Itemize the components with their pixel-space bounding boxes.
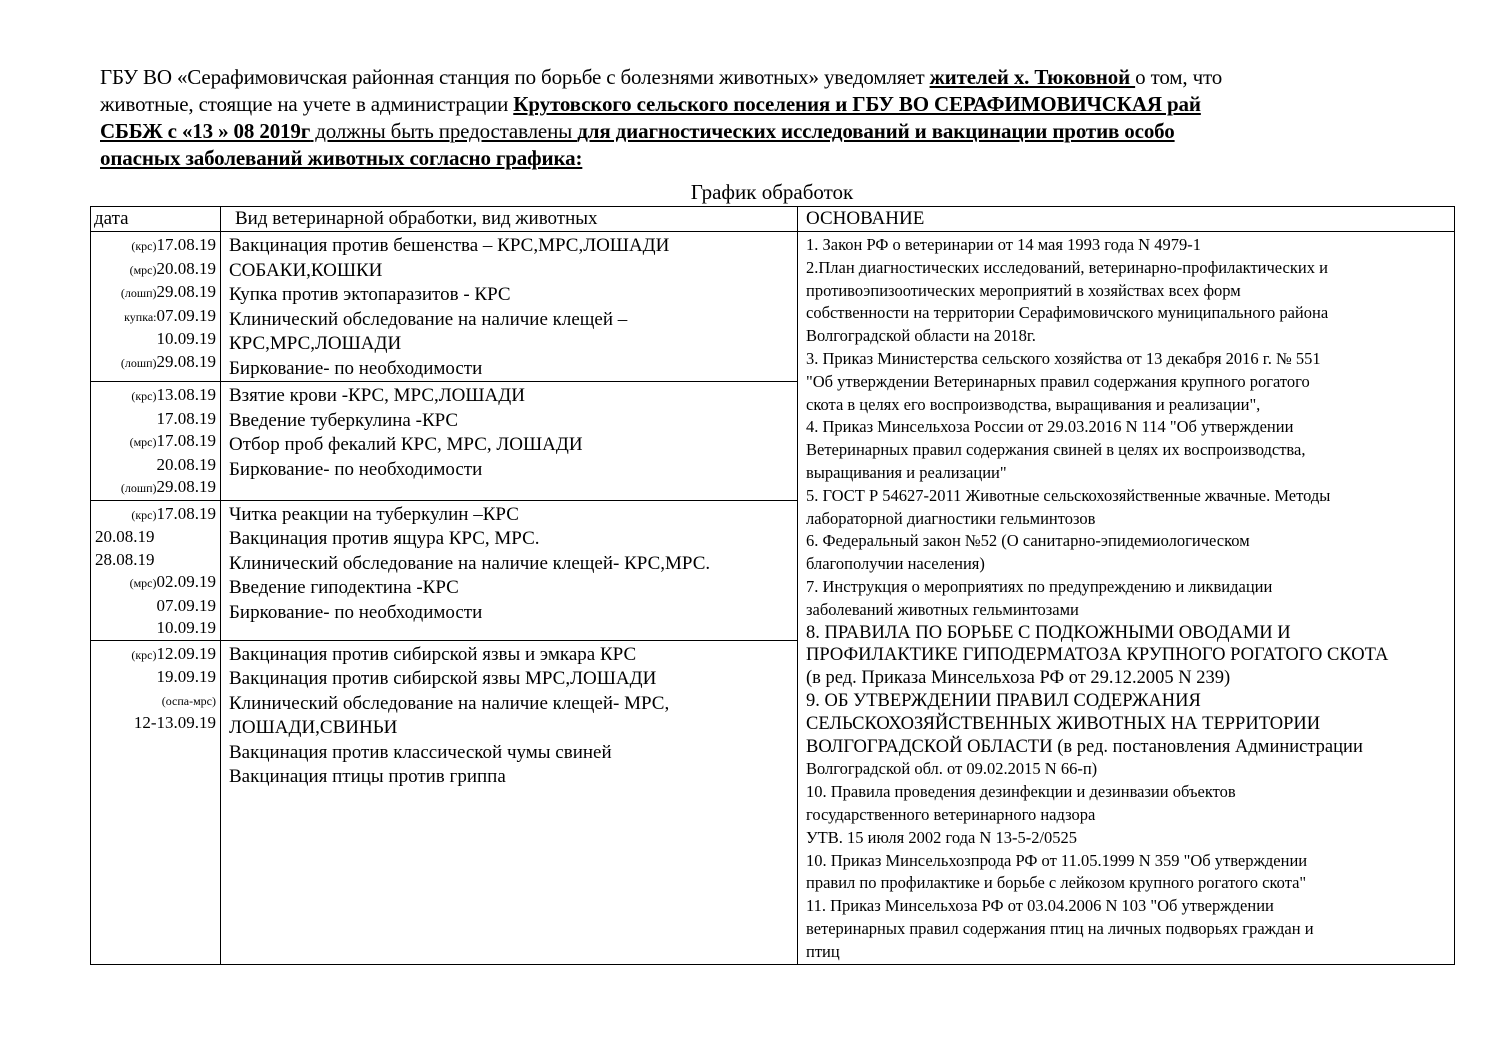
basis-line: "Об утверждении Ветеринарных правил содержания крупного рогатого — [806, 371, 1310, 391]
treatment-item: Биркование- по необходимости — [229, 458, 483, 480]
notice-settlement: Крутовского сельского поселения и ГБУ ВО СЕРАФИМОВИЧСКАЯ рай — [513, 92, 1201, 116]
treatment-cell — [221, 382, 798, 501]
treatment-item: Биркование- по необходимости — [229, 357, 483, 379]
date-value: 29.08.19 — [156, 477, 216, 496]
basis-line: птиц — [806, 941, 840, 961]
basis-line: 5. ГОСТ Р 54627-2011 Животные сельскохозяйственные жвачные. Методы — [806, 485, 1331, 505]
date-entry — [95, 595, 216, 618]
basis-line: лабораторной диагностики гельминтозов — [806, 508, 1096, 528]
animal-prefix: (лошп) — [120, 355, 157, 370]
treatment-item: Биркование- по необходимости — [229, 601, 483, 623]
notice-line-3 — [100, 118, 1470, 145]
basis-line: 9. ОБ УТВЕРЖДЕНИИ ПРАВИЛ СОДЕРЖАНИЯ — [806, 690, 1201, 711]
treatment-item: Клинический обследование на наличие клещей- МРС, — [229, 692, 670, 714]
treatment-item: Вакцинация птицы против гриппа — [229, 766, 506, 787]
notice-paragraph — [100, 64, 1470, 172]
date-entry — [95, 712, 216, 735]
basis-line: 7. Инструкция о мероприятиях по предупреждению и ликвидации — [806, 576, 1273, 596]
date-entry — [95, 549, 216, 572]
treatment-item: Отбор проб фекалий КРС, МРС, ЛОШАДИ — [229, 434, 583, 455]
notice-text: должны быть предоставлены — [310, 119, 578, 143]
date-entry — [95, 281, 216, 305]
dates-cell — [91, 382, 221, 501]
basis-line: ПРОФИЛАКТИКЕ ГИПОДЕРМАТОЗА КРУПНОГО РОГАТОГО СКОТА — [806, 645, 1389, 666]
basis-line: 11. Приказ Минсельхоза РФ от 03.04.2006 N 103 "Об утверждении — [806, 896, 1274, 916]
date-value: 02.09.19 — [156, 572, 216, 591]
date-value: 07.09.19 — [156, 595, 216, 615]
animal-prefix: (крс) — [131, 389, 157, 403]
basis-line: выращивания и реализации" — [806, 462, 1007, 482]
animal-prefix: (лошп) — [120, 286, 157, 300]
treatment-item: Вакцинация против классической чумы свиней — [229, 741, 612, 763]
treatment-item: Вакцинация против сибирской язвы МРС,ЛОШАДИ — [229, 668, 657, 689]
animal-prefix: (лошп) — [120, 481, 157, 495]
animal-prefix: (крс) — [131, 239, 157, 253]
basis-line: ВОЛГОГРАДСКОЙ ОБЛАСТИ (в ред. постановления Администрации — [806, 736, 1363, 757]
basis-line: 6. Федеральный закон №52 (О санитарно-эпидемиологическом — [806, 531, 1250, 551]
basis-line: противоэпизоотических мероприятий в хозяйствах всех форм — [806, 280, 1241, 300]
dates-cell — [91, 640, 221, 964]
date-value: 13.08.19 — [156, 385, 216, 404]
basis-line: Ветеринарных правил содержания свиней в целях их воспроизводства, — [806, 440, 1306, 460]
basis-line: ветеринарных правил содержания птиц на личных подворьях граждан и — [806, 918, 1314, 938]
notice-text: животные, стоящие на учете в администрации — [100, 92, 514, 116]
notice-text: ГБУ ВО «Серафимовичская районная станция по борьбе с болезнями животных» уведомляет — [100, 65, 930, 89]
date-value: 17.08.19 — [156, 503, 216, 523]
date-value: 20.08.19 — [95, 527, 155, 546]
date-value: 17.08.19 — [156, 431, 216, 450]
basis-line: 3. Приказ Министерства сельского хозяйства от 13 декабря 2016 г. № 551 — [806, 348, 1321, 368]
header-treatment: Вид ветеринарной обработки, вид животных — [221, 207, 798, 232]
date-entry — [95, 571, 216, 595]
treatment-item: Введение гиподектина -КРС — [229, 577, 459, 598]
notice-purpose-end: опасных заболеваний животных согласно графика: — [100, 146, 583, 170]
dates-cell — [91, 232, 221, 382]
date-value: 10.09.19 — [156, 618, 216, 637]
basis-line: 10. Правила проведения дезинфекции и дезинвазии объектов — [806, 782, 1236, 802]
date-entry — [95, 476, 216, 500]
treatment-item: СОБАКИ,КОШКИ — [229, 259, 383, 281]
date-value: 12.09.19 — [156, 643, 216, 663]
date-value: 17.08.19 — [156, 408, 216, 428]
notice-text: о том, что — [1135, 65, 1223, 89]
notice-residents: жителей х. Тюковной — [929, 65, 1136, 89]
basis-line: 1. Закон РФ о ветеринарии от 14 мая 1993 года N 4979-1 — [806, 235, 1201, 254]
basis-line: благополучии населения) — [806, 554, 985, 574]
animal-prefix: (мрс) — [129, 262, 157, 277]
treatment-cell — [221, 500, 798, 640]
basis-line: Волгоградской обл. от 09.02.2015 N 66-п) — [806, 759, 1098, 779]
animal-prefix: (крс) — [131, 647, 157, 662]
date-entry — [95, 384, 216, 408]
notice-line-2 — [100, 91, 1470, 118]
date-entry — [95, 526, 216, 549]
date-value: 12-13.09.19 — [133, 713, 216, 732]
notice-line-4 — [100, 145, 1470, 172]
date-value: 20.08.19 — [156, 258, 216, 278]
basis-line: заболеваний животных гельминтозами — [806, 599, 1079, 619]
treatment-cell — [221, 232, 798, 382]
treatment-item: ЛОШАДИ,СВИНЬИ — [229, 717, 398, 738]
notice-line-1 — [100, 64, 1470, 91]
date-entry — [95, 454, 216, 477]
treatment-item: Клинический обследование на наличие клещей – — [229, 308, 628, 330]
date-entry — [95, 258, 216, 282]
treatment-item: Клинический обследование на наличие клещей- КРС,МРС. — [229, 552, 711, 574]
animal-prefix: (оспа-мрс) — [161, 693, 216, 708]
animal-prefix: (крс) — [131, 507, 157, 522]
basis-line: (в ред. Приказа Минсельхоза РФ от 29.12.2005 N 239) — [806, 668, 1231, 689]
date-value: 20.08.19 — [156, 454, 216, 474]
date-entry — [95, 689, 216, 713]
basis-line: УТВ. 15 июля 2002 года N 13-5-2/0525 — [806, 827, 1078, 847]
treatment-item: Читка реакции на туберкулин –КРС — [229, 503, 519, 525]
animal-prefix: (мрс) — [129, 435, 157, 449]
basis-line: СЕЛЬСКОХОЗЯЙСТВЕННЫХ ЖИВОТНЫХ НА ТЕРРИТОРИИ — [806, 713, 1321, 734]
date-value: 28.08.19 — [95, 549, 155, 569]
date-value: 10.09.19 — [156, 329, 216, 348]
basis-line: Волгоградской области на 2018г. — [806, 326, 1036, 346]
basis-line: 8. ПРАВИЛА ПО БОРЬБЕ С ПОДКОЖНЫМИ ОВОДАМИ И — [806, 622, 1291, 643]
basis-line: скота в целях его воспроизводства, выращивания и реализации", — [806, 394, 1261, 414]
date-entry — [95, 643, 216, 667]
date-entry — [95, 666, 216, 689]
basis-line: государственного ветеринарного надзора — [806, 804, 1096, 824]
treatment-item: Взятие крови -КРС, МРС,ЛОШАДИ — [229, 385, 525, 406]
basis-line: 2.План диагностических исследований, ветеринарно-профилактических и — [806, 257, 1328, 277]
dates-cell — [91, 500, 221, 640]
date-value: 19.09.19 — [156, 667, 216, 686]
date-entry — [95, 503, 216, 527]
treatment-item: Вакцинация против сибирской язвы и эмкара КРС — [229, 643, 637, 665]
notice-date: СББЖ с «13 » 08 2019г — [100, 119, 311, 143]
schedule-caption: График обработок — [690, 180, 854, 204]
basis-line: 10. Приказ Минсельхозпрода РФ от 11.05.1999 N 359 "Об утверждении — [806, 850, 1308, 870]
table-header-row — [91, 207, 1455, 232]
treatment-cell — [221, 640, 798, 964]
date-entry — [95, 351, 216, 375]
basis-line: собственности на территории Серафимовичского муниципального района — [806, 303, 1329, 323]
treatment-item: Вакцинация против бешенства – КРС,МРС,ЛОШАДИ — [229, 235, 670, 256]
basis-cell — [798, 232, 1455, 965]
animal-prefix: купка: — [124, 309, 157, 324]
date-entry — [95, 408, 216, 431]
notice-purpose: для диагностических исследований и вакцинации против особо — [577, 119, 1175, 143]
treatment-item: Вакцинация против ящура КРС, МРС. — [229, 528, 540, 549]
date-value: 29.08.19 — [156, 282, 216, 301]
treatment-item: Введение туберкулина -КРС — [229, 409, 459, 431]
treatment-item: Купка против эктопаразитов - КРС — [229, 284, 511, 305]
animal-prefix: (мрс) — [129, 576, 157, 590]
schedule-table — [90, 206, 1455, 965]
date-value: 17.08.19 — [156, 235, 216, 254]
basis-line: 4. Приказ Минсельхоза России от 29.03.2016 N 114 "Об утверждении — [806, 417, 1294, 437]
date-entry — [95, 234, 216, 258]
table-row — [91, 232, 1455, 382]
treatment-item: КРС,МРС,ЛОШАДИ — [229, 333, 402, 354]
date-entry — [95, 430, 216, 454]
date-value: 07.09.19 — [156, 305, 216, 325]
header-basis: ОСНОВАНИЕ — [798, 207, 1455, 232]
date-entry — [95, 305, 216, 329]
date-entry — [95, 617, 216, 640]
date-entry — [95, 328, 216, 351]
header-date: дата — [91, 207, 221, 232]
date-value: 29.08.19 — [156, 351, 216, 371]
basis-line: правил по профилактике и борьбе с лейкозом крупного рогатого скота" — [806, 873, 1307, 893]
